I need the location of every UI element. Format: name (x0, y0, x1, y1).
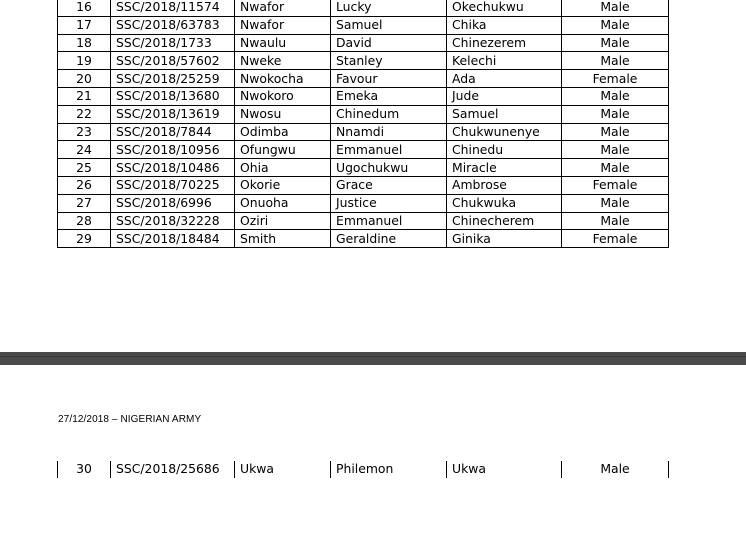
table-row (58, 141, 669, 159)
registration-number-cell: SSC/2018/11574 (111, 0, 235, 16)
surname-cell: Oziri (235, 212, 331, 230)
serial-number-cell: 26 (58, 176, 111, 194)
first-name-cell: David (331, 34, 447, 52)
serial-number-cell: 28 (58, 212, 111, 230)
serial-number-cell: 17 (58, 16, 111, 34)
gender-cell: Male (562, 212, 669, 230)
table-row (58, 105, 669, 123)
other-name-cell: Ukwa (447, 461, 562, 478)
table-row (58, 194, 669, 212)
table-row (58, 52, 669, 70)
registration-number-cell: SSC/2018/13680 (111, 87, 235, 105)
other-name-cell: Miracle (447, 159, 562, 177)
surname-cell: Nwosu (235, 105, 331, 123)
first-name-cell: Philemon (331, 461, 447, 478)
serial-number-cell: 29 (58, 230, 111, 248)
registration-number-cell: SSC/2018/25259 (111, 70, 235, 88)
gender-cell: Male (562, 105, 669, 123)
serial-number-cell: 27 (58, 194, 111, 212)
first-name-cell: Emeka (331, 87, 447, 105)
gender-cell: Male (562, 34, 669, 52)
registration-number-cell: SSC/2018/6996 (111, 194, 235, 212)
registration-number-cell: SSC/2018/32228 (111, 212, 235, 230)
page-break-line (0, 356, 746, 357)
first-name-cell: Emmanuel (331, 141, 447, 159)
first-name-cell: Justice (331, 194, 447, 212)
surname-cell: Nwaulu (235, 34, 331, 52)
document-page-lower (0, 365, 746, 533)
other-name-cell: Ada (447, 70, 562, 88)
serial-number-cell: 30 (58, 461, 111, 478)
serial-number-cell: 21 (58, 87, 111, 105)
candidate-table-continued-body (58, 461, 669, 478)
other-name-cell: Ambrose (447, 176, 562, 194)
table-row (58, 123, 669, 141)
surname-cell: Ohia (235, 159, 331, 177)
other-name-cell: Chukwunenye (447, 123, 562, 141)
registration-number-cell: SSC/2018/7844 (111, 123, 235, 141)
gender-cell: Male (562, 461, 669, 478)
first-name-cell: Samuel (331, 16, 447, 34)
table-row (58, 159, 669, 177)
surname-cell: Onuoha (235, 194, 331, 212)
first-name-cell: Nnamdi (331, 123, 447, 141)
serial-number-cell: 24 (58, 141, 111, 159)
other-name-cell: Samuel (447, 105, 562, 123)
table-row (58, 87, 669, 105)
surname-cell: Nwokoro (235, 87, 331, 105)
other-name-cell: Okechukwu (447, 0, 562, 16)
serial-number-cell: 25 (58, 159, 111, 177)
other-name-cell: Chika (447, 16, 562, 34)
page-break-separator (0, 352, 746, 365)
candidate-table-body (58, 0, 669, 248)
registration-number-cell: SSC/2018/70225 (111, 176, 235, 194)
surname-cell: Smith (235, 230, 331, 248)
registration-number-cell: SSC/2018/10486 (111, 159, 235, 177)
surname-cell: Nwokocha (235, 70, 331, 88)
registration-number-cell: SSC/2018/57602 (111, 52, 235, 70)
page-header-text: 27/12/2018 – NIGERIAN ARMY (58, 414, 202, 425)
table-row (58, 16, 669, 34)
table-row (58, 70, 669, 88)
registration-number-cell: SSC/2018/63783 (111, 16, 235, 34)
gender-cell: Female (562, 70, 669, 88)
first-name-cell: Lucky (331, 0, 447, 16)
gender-cell: Male (562, 0, 669, 16)
surname-cell: Ukwa (235, 461, 331, 478)
gender-cell: Female (562, 176, 669, 194)
serial-number-cell: 23 (58, 123, 111, 141)
gender-cell: Male (562, 87, 669, 105)
surname-cell: Okorie (235, 176, 331, 194)
surname-cell: Nweke (235, 52, 331, 70)
gender-cell: Male (562, 141, 669, 159)
gender-cell: Male (562, 194, 669, 212)
registration-number-cell: SSC/2018/25686 (111, 461, 235, 478)
other-name-cell: Kelechi (447, 52, 562, 70)
gender-cell: Male (562, 16, 669, 34)
gender-cell: Female (562, 230, 669, 248)
first-name-cell: Stanley (331, 52, 447, 70)
serial-number-cell: 18 (58, 34, 111, 52)
table-row (58, 176, 669, 194)
other-name-cell: Chinedu (447, 141, 562, 159)
registration-number-cell: SSC/2018/10956 (111, 141, 235, 159)
serial-number-cell: 16 (58, 0, 111, 16)
table-row (58, 461, 669, 478)
other-name-cell: Jude (447, 87, 562, 105)
candidate-table (57, 0, 669, 248)
first-name-cell: Geraldine (331, 230, 447, 248)
surname-cell: Nwafor (235, 16, 331, 34)
first-name-cell: Emmanuel (331, 212, 447, 230)
table-row (58, 230, 669, 248)
candidate-table-continued (57, 461, 669, 478)
gender-cell: Male (562, 52, 669, 70)
first-name-cell: Ugochukwu (331, 159, 447, 177)
table-row (58, 212, 669, 230)
surname-cell: Odimba (235, 123, 331, 141)
surname-cell: Ofungwu (235, 141, 331, 159)
gender-cell: Male (562, 159, 669, 177)
other-name-cell: Ginika (447, 230, 562, 248)
serial-number-cell: 19 (58, 52, 111, 70)
registration-number-cell: SSC/2018/13619 (111, 105, 235, 123)
serial-number-cell: 22 (58, 105, 111, 123)
surname-cell: Nwafor (235, 0, 331, 16)
gender-cell: Male (562, 123, 669, 141)
table-row (58, 34, 669, 52)
first-name-cell: Grace (331, 176, 447, 194)
other-name-cell: Chukwuka (447, 194, 562, 212)
table-row (58, 0, 669, 16)
first-name-cell: Favour (331, 70, 447, 88)
other-name-cell: Chinecherem (447, 212, 562, 230)
other-name-cell: Chinezerem (447, 34, 562, 52)
first-name-cell: Chinedum (331, 105, 447, 123)
serial-number-cell: 20 (58, 70, 111, 88)
registration-number-cell: SSC/2018/1733 (111, 34, 235, 52)
registration-number-cell: SSC/2018/18484 (111, 230, 235, 248)
